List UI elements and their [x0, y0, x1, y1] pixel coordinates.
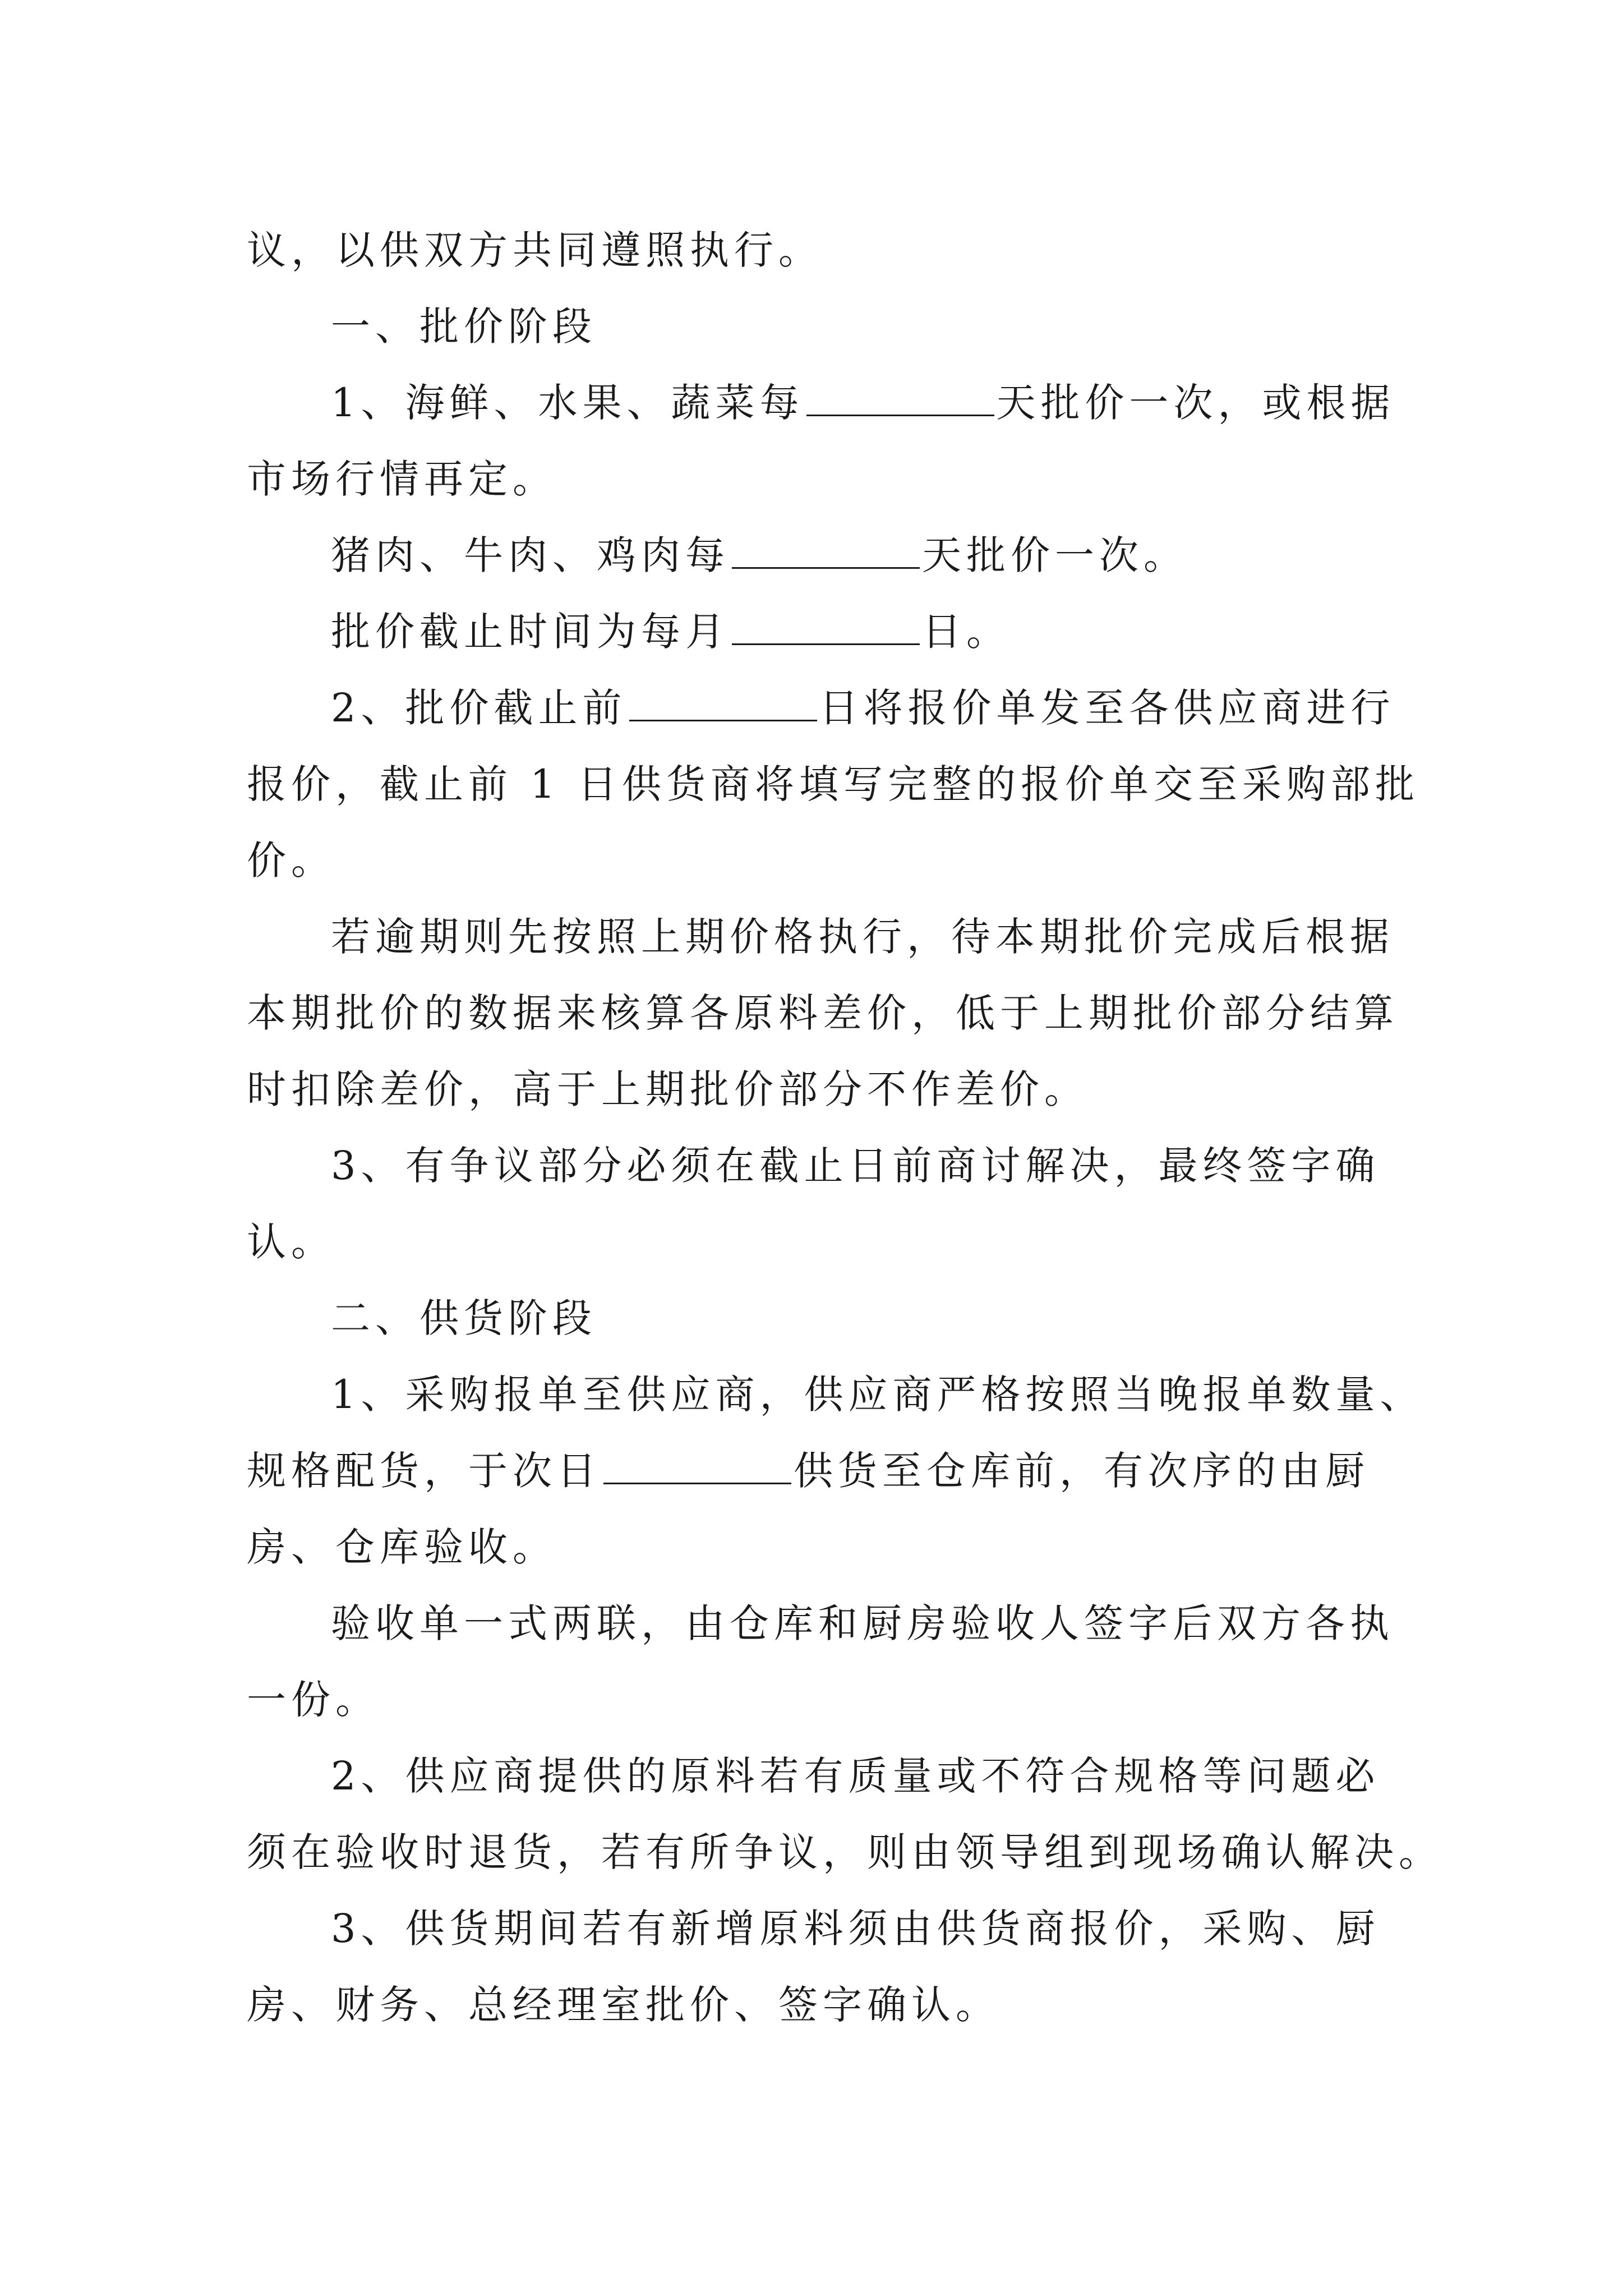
- paragraph: [247, 517, 1402, 593]
- text-line: [247, 365, 1402, 441]
- paragraph: [247, 1128, 1402, 1280]
- fill-in-blank: [806, 380, 994, 416]
- text-segment: 天批价一次，或根据: [996, 380, 1395, 426]
- text-segment: 规格配货，于次日: [247, 1448, 601, 1494]
- text-line: [247, 1967, 1402, 2043]
- text-segment: 1、采购报单至供应商，供应商严格按照当晚报单数量、: [331, 1372, 1424, 1418]
- text-segment: 本期批价的数据来核算各原料差价，低于上期批价部分结算: [247, 990, 1399, 1036]
- paragraph: [247, 670, 1420, 899]
- text-segment: 猪肉、牛肉、鸡肉每: [331, 532, 730, 578]
- paragraph: [247, 1280, 1402, 1356]
- text-segment: 2、供应商提供的原料若有质量或不符合规格等问题必: [331, 1753, 1380, 1799]
- text-segment: 认。: [247, 1219, 335, 1265]
- paragraph: [247, 1356, 1424, 1585]
- text-line: [247, 1051, 1402, 1128]
- paragraph: [247, 365, 1402, 517]
- text-segment: 若逾期则先按照上期价格执行，待本期批价完成后根据: [331, 914, 1394, 960]
- fill-in-blank: [732, 532, 920, 569]
- text-segment: 房、财务、总经理室批价、签字确认。: [247, 1982, 1000, 2028]
- text-segment: 批价截止时间为每月: [331, 609, 730, 655]
- fill-in-blank: [629, 685, 817, 721]
- text-segment: 房、仓库验收。: [247, 1524, 557, 1570]
- text-segment: 日将报价单发至各供应商进行: [819, 685, 1395, 731]
- text-line: [247, 1204, 1402, 1280]
- text-segment: 1、海鲜、水果、蔬菜每: [331, 380, 804, 426]
- fill-in-blank: [732, 609, 920, 645]
- paragraph: [247, 1738, 1443, 1890]
- text-segment: 市场行情再定。: [247, 456, 557, 502]
- paragraph: [247, 899, 1402, 1128]
- text-line: [247, 670, 1402, 746]
- fill-in-blank: [603, 1448, 791, 1484]
- text-line: [247, 1356, 1424, 1433]
- text-line: [247, 517, 1402, 593]
- text-line: [247, 1890, 1402, 1967]
- paragraph: [247, 593, 1402, 670]
- text-segment: 二、供货阶段: [331, 1295, 597, 1341]
- text-line: [247, 899, 1402, 975]
- text-line: [247, 593, 1402, 670]
- text-segment: 时扣除差价，高于上期批价部分不作差价。: [247, 1066, 1089, 1112]
- paragraph: [247, 1890, 1402, 2043]
- text-segment: 一、批价阶段: [331, 303, 597, 349]
- text-line: [247, 212, 1402, 288]
- text-line: [247, 1585, 1402, 1662]
- text-line: [247, 1128, 1402, 1204]
- text-line: [247, 746, 1420, 822]
- text-segment: 须在验收时退货，若有所争议，则由领导组到现场确认解决。: [247, 1829, 1443, 1875]
- text-segment: 2、批价截止前: [331, 685, 627, 731]
- text-segment: 一份。: [247, 1677, 380, 1723]
- text-line: [247, 822, 1402, 899]
- text-segment: 报价，截止前 1 日供货商将填写完整的报价单交至采购部批: [247, 761, 1420, 807]
- text-line: [247, 1738, 1402, 1814]
- paragraph: [247, 288, 1402, 365]
- text-line: [247, 288, 1402, 365]
- text-line: [247, 441, 1402, 517]
- text-segment: 天批价一次。: [922, 532, 1188, 578]
- document-body: [247, 212, 1443, 2043]
- text-segment: 3、有争议部分必须在截止日前商讨解决，最终签字确: [331, 1143, 1380, 1189]
- text-segment: 日。: [922, 609, 1011, 655]
- text-segment: 验收单一式两联，由仓库和厨房验收人签字后双方各执: [331, 1600, 1394, 1646]
- text-line: [247, 1509, 1402, 1585]
- text-segment: 供货至仓库前，有次序的由厨: [794, 1448, 1370, 1494]
- text-segment: 3、供货期间若有新增原料须由供货商报价，采购、厨: [331, 1906, 1380, 1952]
- text-line: [247, 1280, 1402, 1356]
- paragraph: [247, 1585, 1402, 1738]
- paragraph: [247, 212, 1402, 288]
- text-line: [247, 975, 1402, 1051]
- text-line: [247, 1814, 1443, 1890]
- text-segment: 议，以供双方共同遵照执行。: [247, 227, 823, 273]
- text-line: [247, 1433, 1402, 1509]
- text-segment: 价。: [247, 838, 335, 884]
- text-line: [247, 1662, 1402, 1738]
